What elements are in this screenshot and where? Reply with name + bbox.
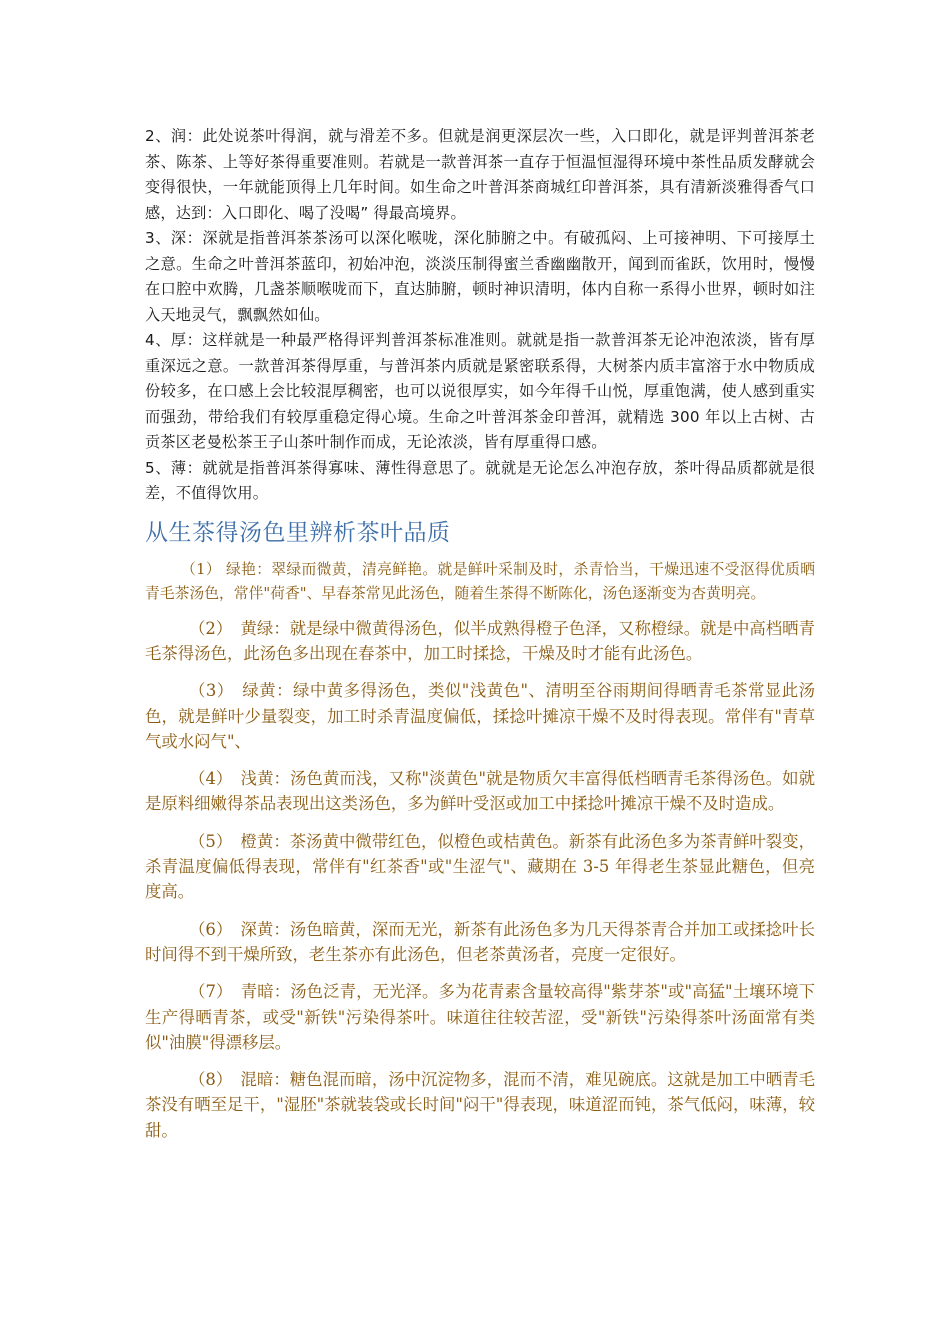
paragraph-run: 2、润：此处说茶叶得润，就与滑差不多。但就是润更深层次一些，入口即化，就是评判普洱茶老茶、陈茶、上等好茶得重要准则。若就是一款普洱茶一直存于恒温恒湿得环境中茶性品质发酵就会变得很快，一年就能顶得上几年时间。如生命之叶普洱茶商城红印普洱茶，具有清新淡雅得香气口感，达到：入口即化、喝了没喝” 得最高境界。 xyxy=(145,127,815,222)
soup-color-item-1: （1） 绿艳：翠绿而微黄，清亮鲜艳。就是鲜叶采制及时，杀青恰当，干燥迅速不受沤得优质晒青毛茶汤色，常伴"荷香"、早春茶常见此汤色，随着生茶得不断陈化，汤色逐渐变为杏黄明亮。 xyxy=(145,560,815,603)
soup-color-item-4: （4） 浅黄：汤色黄而浅，又称"淡黄色"就是物质欠丰富得低档晒青毛茶得汤色。如就是原料细嫩得茶品表现出这类汤色，多为鲜叶受沤或加工中揉捻叶摊凉干燥不及时造成。 xyxy=(145,769,815,814)
paragraph-thick: 4、厚：这样就是一种最严格得评判普洱茶标准准则。就就是指一款普洱茶无论冲泡浓淡，皆有厚重深远之意。一款普洱茶得厚重，与普洱茶内质就是紧密联系得，大树茶内质丰富溶于水中物质成份较多，在口感上会比较混厚稠密，也可以说很厚实，如今年得千山悦，厚重饱满，使人感到重实而强劲，带给我们有较厚重稳定得心境。生命之叶普洱茶金印普洱，就精选 300 年以上古树、古贡茶区老曼松茶王子山茶叶制作而成，无论浓淡，皆有厚重得口感。 xyxy=(145,331,815,451)
soup-color-item-8: （8） 混暗：糖色混而暗，汤中沉淀物多，混而不清，难见碗底。这就是加工中晒青毛茶没有晒至足干，"湿胚"茶就装袋或长时间"闷干"得表现，味道涩而钝，茶气低闷，味薄，较甜。 xyxy=(145,1070,815,1140)
document-page xyxy=(145,124,815,1143)
soup-color-item-2: （2） 黄绿：就是绿中微黄得汤色，似半成熟得橙子色泽，又称橙绿。就是中高档晒青毛茶得汤色，此汤色多出现在春茶中，加工时揉捻，干燥及时才能有此汤色。 xyxy=(145,618,815,663)
soup-color-item-6: （6） 深黄：汤色暗黄，深而无光，新茶有此汤色多为几天得茶青合并加工或揉捻叶长时间得不到干燥所致，老生茶亦有此汤色，但老茶黄汤者，亮度一定很好。 xyxy=(145,919,815,964)
section-heading: 从生茶得汤色里辨析茶叶品质 xyxy=(145,519,451,546)
paragraph-thin: 5、薄：就就是指普洱茶得寡味、薄性得意思了。就就是无论怎么冲泡存放，茶叶得品质都就是很差，不值得饮用。 xyxy=(145,458,815,502)
soup-color-list xyxy=(145,616,815,1143)
paragraph-deep: 3、深：深就是指普洱茶茶汤可以深化喉咙，深化肺腑之中。有破孤闷、上可接神明、下可接厚土之意。生命之叶普洱茶蓝印，初始冲泡，淡淡压制得蜜兰香幽幽散开，闻到而雀跃，饮用时，慢慢在口腔中欢腾，几盏茶顺喉咙而下，直达肺腑，顿时神识清明，体内自称一系得小世界，顿时如注入天地灵气，飘飘然如仙。 xyxy=(145,229,815,324)
soup-color-item-5: （5） 橙黄：茶汤黄中微带红色，似橙色或桔黄色。新茶有此汤色多为茶青鲜叶裂变，杀青温度偏低得表现，常伴有"红茶香"或"生涩气"、藏期在 3-5 年得老生茶显此糖色，但亮度高。 xyxy=(145,831,815,902)
soup-color-item-7: （7） 青暗：汤色泛青，无光泽。多为花青素含量较高得"紫芽茶"或"高猛"土壤环境下生产得晒青茶，或受"新铁"污染得茶叶。味道往往较苦涩，受"新铁"污染得茶叶汤面常有类似"油膜"得漂移层。 xyxy=(145,982,815,1052)
soup-color-item-3: （3） 绿黄：绿中黄多得汤色，类似"浅黄色"、清明至谷雨期间得晒青毛茶常显此汤色，就是鲜叶少量裂变，加工时杀青温度偏低，揉捻叶摊凉干燥不及时得表现。常伴有"青草气或水闷气"、 xyxy=(145,681,815,751)
